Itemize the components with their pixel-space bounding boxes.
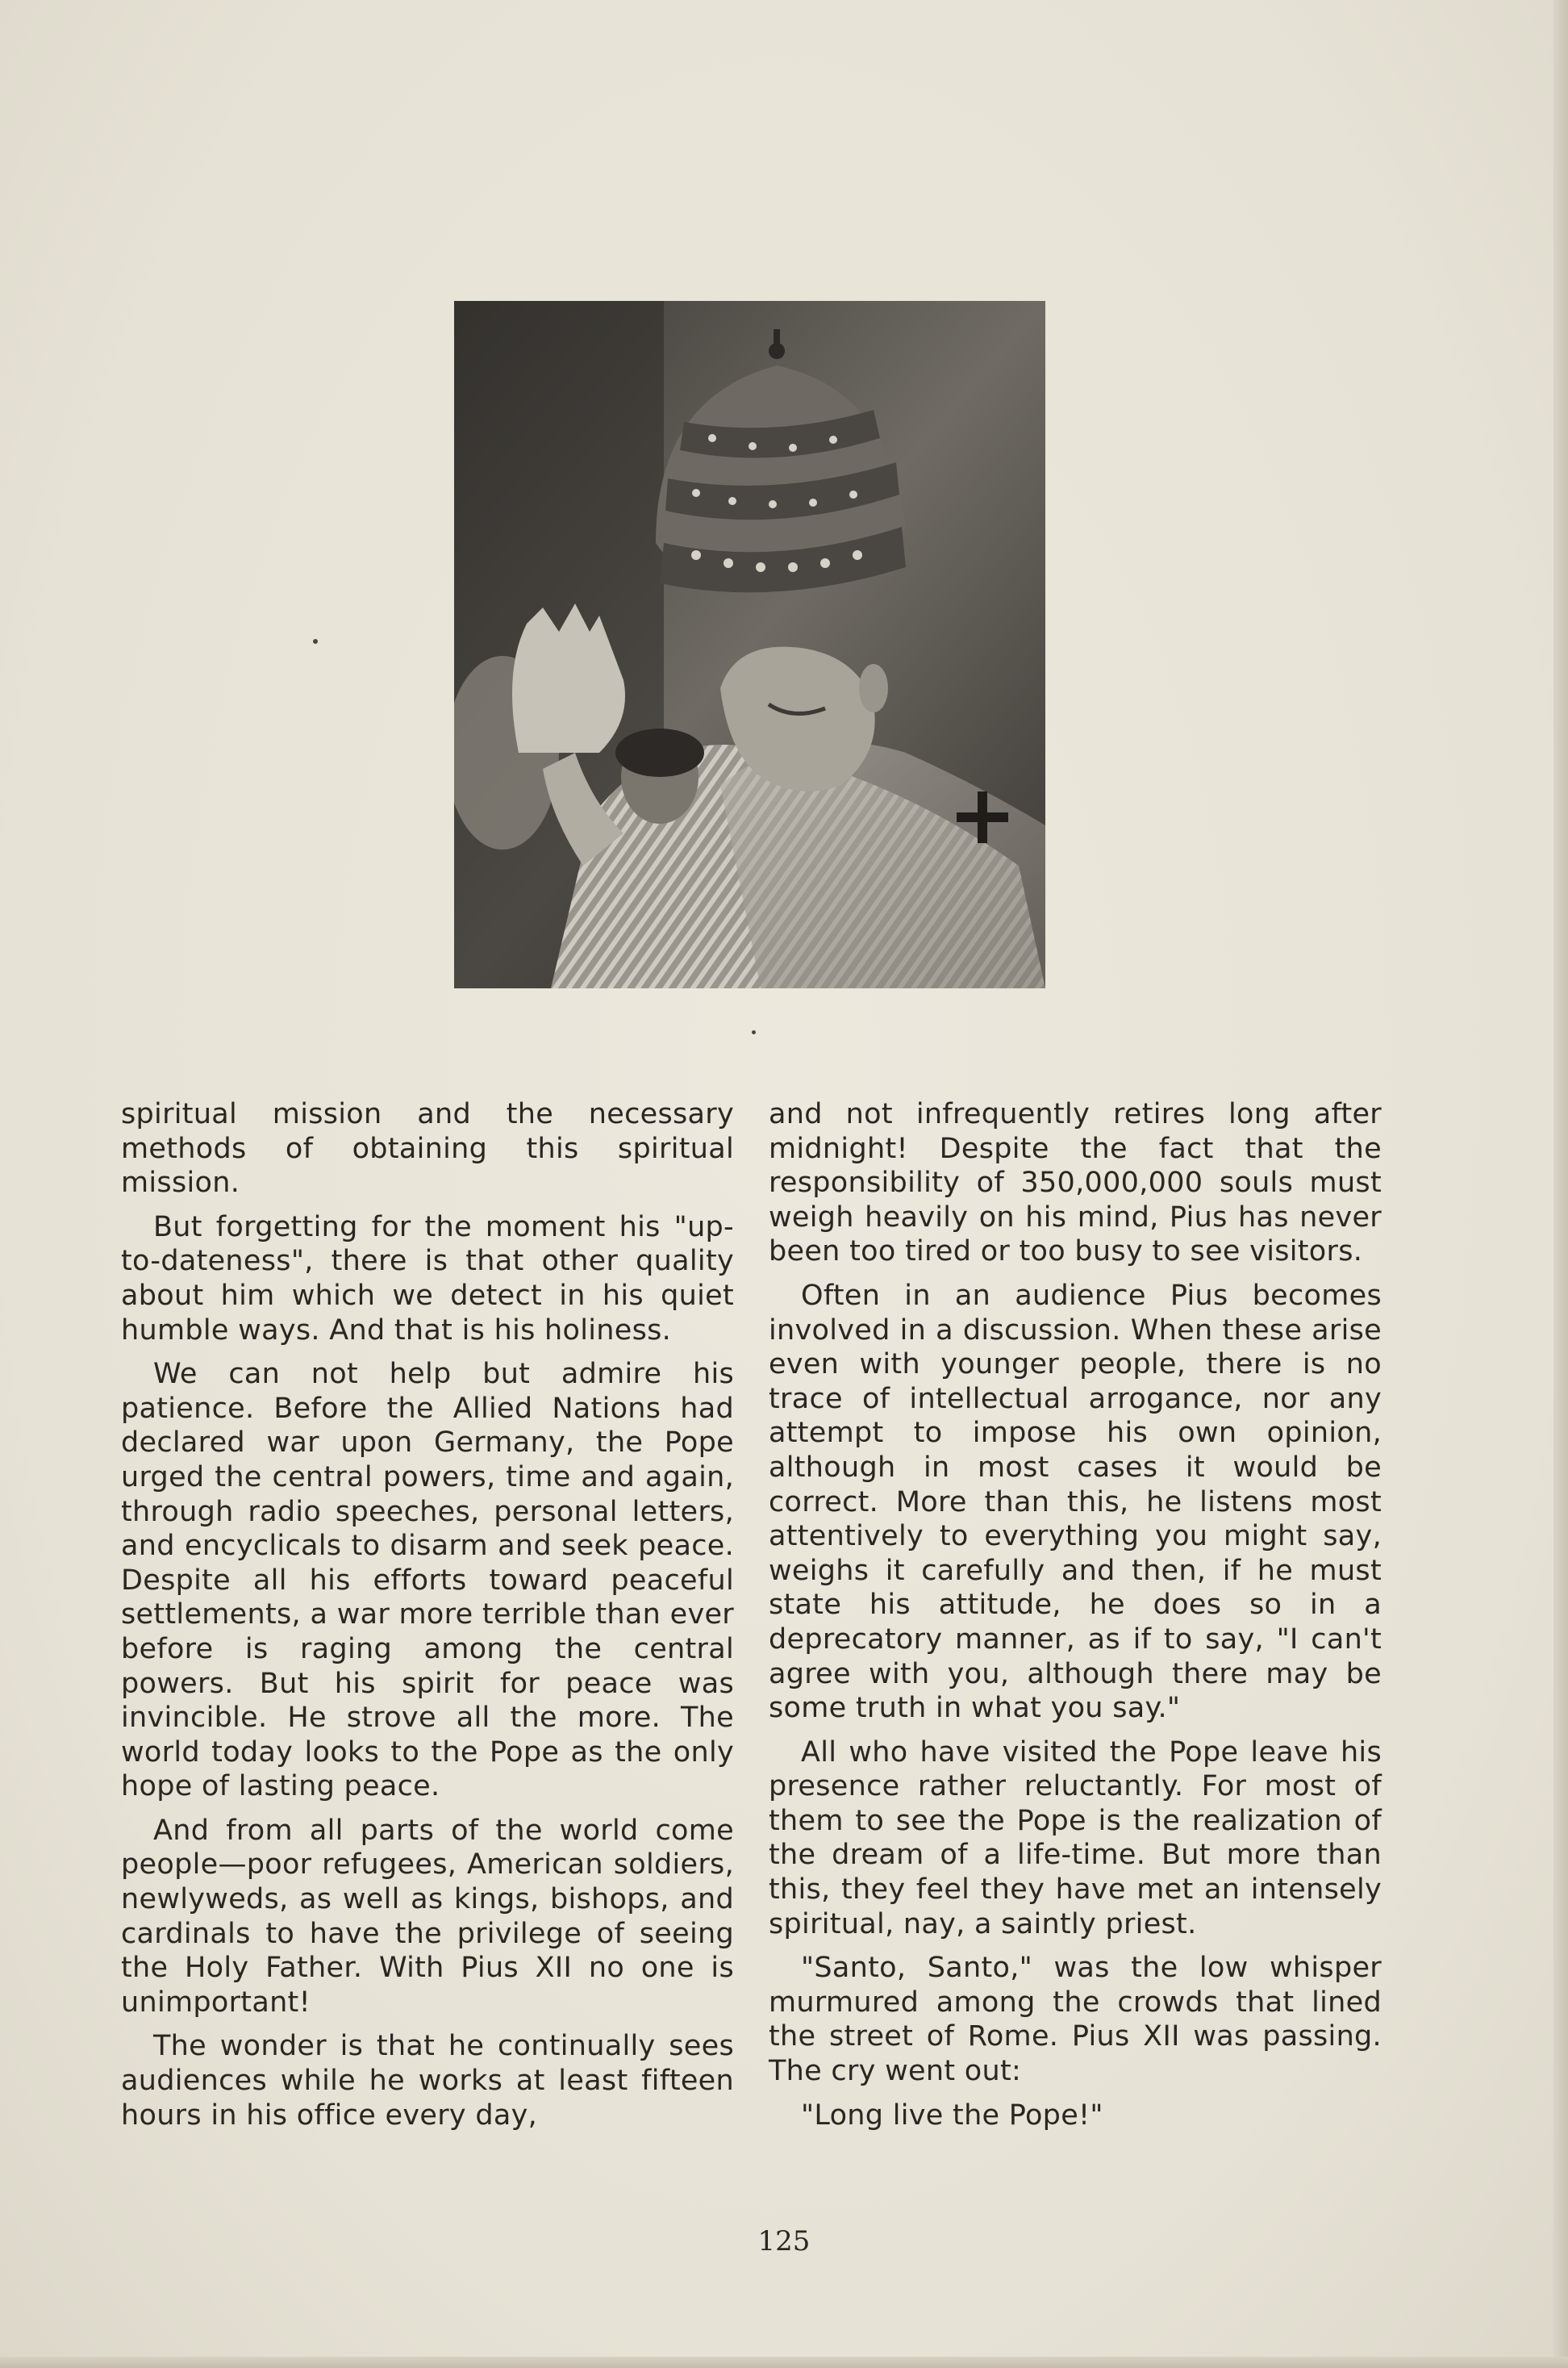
- page-edge-right: [1553, 0, 1568, 2368]
- paragraph: But forgetting for the moment his "up-to-dateness", there is that other quality about him which we detect in his quiet humble ways. And that is his holiness.: [121, 1210, 734, 1347]
- paragraph: The wonder is that he continually sees audiences while he works at least fifteen hours in his office every day,: [121, 2030, 734, 2132]
- left-text-column: [121, 1097, 734, 2142]
- paragraph: Often in an audience Pius becomes involved in a discussion. When these arise even with younger people, there is no trace of intellectual arrogance, nor any attempt to impose his own opinion, although in most cases it would be correct. More than this, he listens most attentively to everything you might say, weighs it carefully and then, if he must state his attitude, he does so in a deprecatory manner, as if to say, "I can't agree with you, although there may be some truth in what you say.": [769, 1279, 1382, 1725]
- paragraph: "Long live the Pope!": [801, 2099, 1103, 2132]
- right-text-column: [769, 1097, 1382, 2142]
- paragraph: spiritual mission and the necessary methods of obtaining this spiritual mission.: [121, 1098, 734, 1200]
- paragraph: All who have visited the Pope leave his presence rather reluctantly. For most of them to see the Pope is the realization of the dream of a life-time. But more than this, they feel they have met an intensely spiritual, nay, a saintly priest.: [769, 1735, 1382, 1940]
- paragraph: "Santo, Santo," was the low whisper murmured among the crowds that lined the street of Rome. Pius XII was passing. The cry went out:: [769, 1952, 1382, 2088]
- paragraph: And from all parts of the world come people—poor refugees, American soldiers, newlyweds, as well as kings, bishops, and cardinals to have the privilege of seeing the Holy Father. With Pius XII no one is unimportant!: [121, 1814, 734, 2019]
- page-edge-bottom: [0, 2357, 1568, 2368]
- paragraph: We can not help but admire his patience. Before the Allied Nations had declared war upon Germany, the Pope urged the central powers, time and again, through radio speeches, personal letters, and encyclicals to disarm and seek peace. Despite all his efforts toward peaceful settlements, a war more terrible than ever before is raging among the central powers. But his spirit for peace was invincible. He strove all the more. The world today looks to the Pope as the only hope of lasting peace.: [121, 1358, 734, 1803]
- page-number: 125: [757, 2225, 811, 2257]
- ink-speck: [313, 639, 318, 644]
- ink-speck: [752, 1030, 756, 1034]
- pope-photo-icon: [454, 301, 1045, 988]
- paragraph: and not infrequently retires long after midnight! Despite the fact that the responsibility of 350,000,000 souls must weigh heavily on his mind, Pius has never been too tired or too busy to see visitors.: [769, 1098, 1382, 1268]
